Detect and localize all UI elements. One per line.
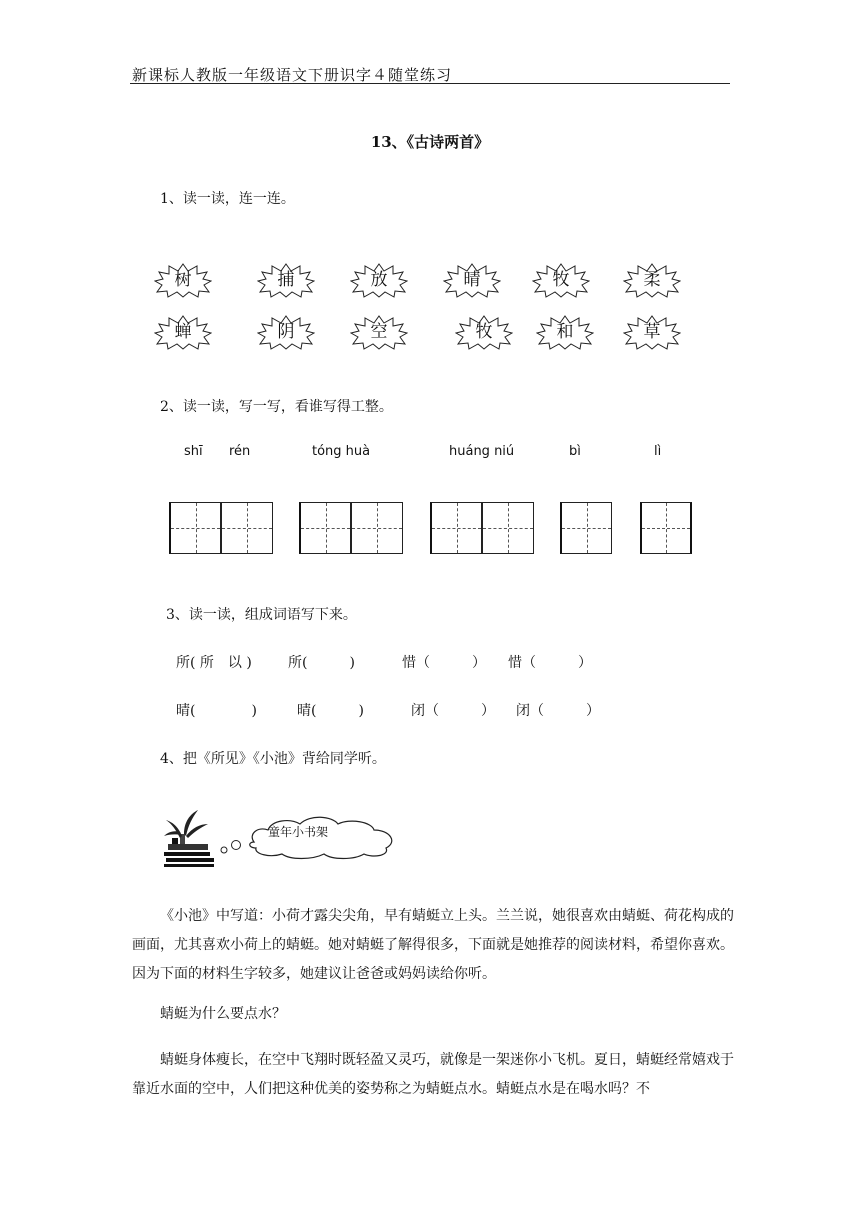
word-star-label: 捕 bbox=[277, 270, 295, 290]
bookshelf-label: 童年小书架 bbox=[268, 825, 329, 839]
word-star-2-2[interactable] bbox=[257, 314, 315, 350]
writing-grid-cell[interactable] bbox=[482, 502, 534, 554]
pinyin-label: bì bbox=[569, 444, 581, 459]
word-star-label: 放 bbox=[370, 270, 388, 290]
passage-paragraph: 蜻蜓身体瘦长，在空中飞翔时既轻盈又灵巧，就像是一架迷你小飞机。夏日，蜻蜓经常嬉戏于靠近水面的空中，人们把这种优美的姿势称之为蜻蜓点水。蜻蜓点水是在喝水吗？不 bbox=[132, 1052, 734, 1097]
intro-paragraph: 《小池》中写道：小荷才露尖尖角，早有蜻蜓立上头。兰兰说，她很喜欢由蜻蜓、荷花构成的画面，尤其喜欢小荷上的蜻蜓。她对蜻蜓了解得很多，下面就是她推荐的阅读材料，希望你喜欢。因为下面的材料生字较多，她建议让爸爸或妈妈读给你听。 bbox=[132, 908, 734, 982]
word-star-1-6[interactable] bbox=[623, 262, 681, 298]
word-blank[interactable]: 所( 所 以 ) bbox=[176, 655, 252, 671]
word-star-1-1[interactable] bbox=[154, 262, 212, 298]
word-star-label: 柔 bbox=[643, 270, 661, 290]
word-blank[interactable]: 晴( ) bbox=[176, 703, 257, 719]
word-blank[interactable]: 所( ) bbox=[288, 655, 355, 671]
word-blank[interactable]: 闭（ ） bbox=[516, 703, 600, 719]
word-star-label: 牧 bbox=[552, 270, 570, 290]
pinyin-label: rén bbox=[229, 444, 251, 459]
word-star-label: 牧 bbox=[475, 322, 493, 342]
books-plant-icon bbox=[160, 808, 220, 868]
document-header: 新课标人教版一年级语文下册识字４随堂练习 bbox=[132, 66, 453, 84]
word-star-2-5[interactable] bbox=[536, 314, 594, 350]
word-star-label: 和 bbox=[556, 322, 574, 342]
writing-grid-cell[interactable] bbox=[169, 502, 221, 554]
word-star-2-4[interactable] bbox=[455, 314, 513, 350]
question-4-prompt: 4、把《所见》《小池》背给同学听。 bbox=[160, 751, 386, 767]
writing-grid-cell[interactable] bbox=[640, 502, 692, 554]
word-star-1-3[interactable] bbox=[350, 262, 408, 298]
word-star-1-2[interactable] bbox=[257, 262, 315, 298]
word-star-1-5[interactable] bbox=[532, 262, 590, 298]
word-star-2-6[interactable] bbox=[623, 314, 681, 350]
lesson-title: 13、《古诗两首》 bbox=[370, 133, 490, 151]
passage-heading: 蜻蜓为什么要点水？ bbox=[160, 1006, 286, 1022]
word-star-label: 阴 bbox=[277, 322, 295, 342]
word-star-label: 树 bbox=[174, 270, 192, 290]
writing-grid-cell[interactable] bbox=[560, 502, 612, 554]
writing-grid-cell[interactable] bbox=[351, 502, 403, 554]
word-star-1-4[interactable] bbox=[443, 262, 501, 298]
pinyin-label: huáng niú bbox=[449, 444, 515, 459]
header-divider bbox=[130, 83, 730, 84]
word-blank[interactable]: 闭（ ） bbox=[411, 703, 495, 719]
word-blank[interactable]: 惜（ ） bbox=[508, 655, 592, 671]
question-1-prompt: 1、读一读，连一连。 bbox=[160, 191, 295, 207]
word-star-2-1[interactable] bbox=[154, 314, 212, 350]
pinyin-label: shī bbox=[184, 444, 203, 459]
question-2-prompt: 2、读一读，写一写，看谁写得工整。 bbox=[160, 399, 393, 415]
question-3-prompt: 3、读一读，组成词语写下来。 bbox=[166, 607, 357, 623]
word-star-label: 蝉 bbox=[174, 322, 192, 342]
pinyin-label: lì bbox=[654, 444, 662, 459]
word-star-label: 草 bbox=[643, 322, 661, 342]
writing-grid-cell[interactable] bbox=[430, 502, 482, 554]
pinyin-label: tóng huà bbox=[312, 444, 371, 459]
word-star-label: 晴 bbox=[463, 270, 481, 290]
word-blank[interactable]: 晴( ) bbox=[297, 703, 364, 719]
word-star-2-3[interactable] bbox=[350, 314, 408, 350]
writing-grid-cell[interactable] bbox=[299, 502, 351, 554]
writing-grid-cell[interactable] bbox=[221, 502, 273, 554]
word-star-label: 空 bbox=[370, 322, 388, 342]
word-blank[interactable]: 惜（ ） bbox=[402, 655, 486, 671]
